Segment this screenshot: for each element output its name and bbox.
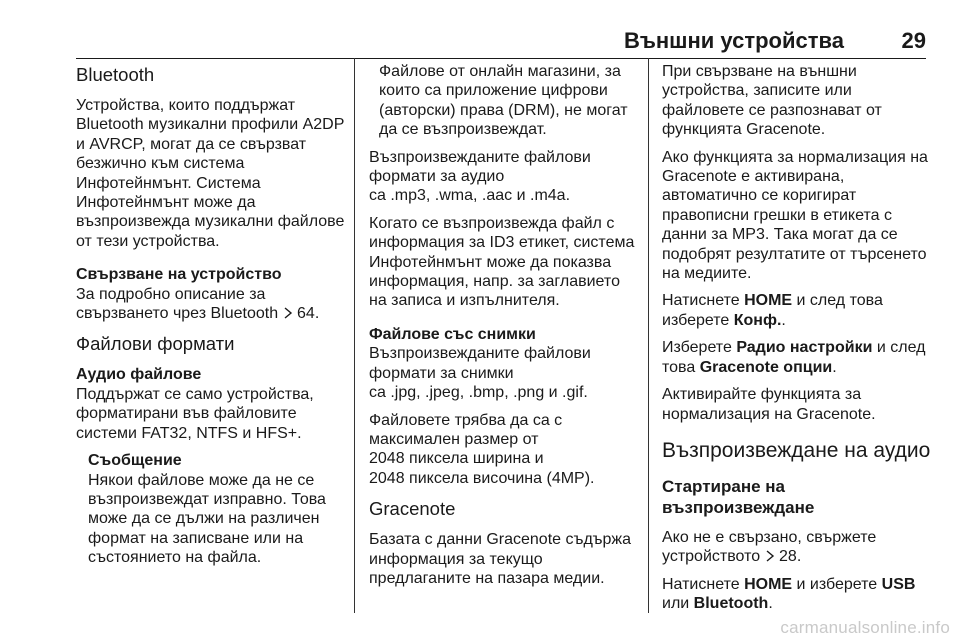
- gracenote-options-label: Gracenote опции: [699, 358, 833, 376]
- page-ref-arrow-icon: [765, 550, 775, 562]
- gracenote-heading: Gracenote: [369, 498, 456, 520]
- bluetooth-label: Bluetooth: [693, 595, 769, 613]
- bluetooth-heading: Bluetooth: [76, 64, 155, 85]
- instruction-text: или: [662, 595, 690, 613]
- press-home-usb-instruction: [662, 575, 932, 614]
- size-paragraph: [369, 411, 641, 489]
- audio-formats-list: са .mp3, .wma, .aac и .m4a.: [369, 187, 571, 205]
- drm-paragraph: Файлове от онлайн магазини, за които са приложение цифрови (авторски) права (DRM), не могат да се възпроизвеждат.: [379, 63, 628, 139]
- size-line: 2048 пиксела ширина и: [369, 450, 544, 468]
- connect-paragraph: [76, 285, 346, 324]
- picture-formats-paragraph: [369, 344, 641, 402]
- connect-heading: Свързване на устройство: [76, 266, 282, 284]
- column-left: [76, 62, 346, 614]
- select-radio-instruction: [662, 338, 932, 377]
- instruction-text: и изберете: [796, 575, 878, 593]
- instruction-text: .: [768, 595, 773, 613]
- home-key-label: HOME: [744, 575, 793, 593]
- watermark: carmanualsonline.info: [780, 618, 950, 637]
- bluetooth-paragraph: Устройства, които поддържат Bluetooth музикални профили A2DP и AVRCP, могат да се свързват безжично към система Инфотейнмънт. Система Инфотейнмънт може да възпроизвежда музикални файлове от тези устройства.: [76, 97, 345, 250]
- header-title: Външни устройства: [623, 28, 844, 53]
- start-page-ref[interactable]: 28.: [779, 548, 802, 566]
- picture-formats-intro: Възпроизвежданите файлови формати за снимки: [369, 345, 591, 382]
- instruction-text: Натиснете: [662, 292, 740, 310]
- note-paragraph: Някои файлове може да не се възпроизвеждат изправно. Това може да се дължи на различен формат на записване или на състоянието на файла.: [88, 471, 326, 567]
- note-heading: Съобщение: [88, 452, 182, 470]
- start-playback-heading: Стартиране на възпроизвеждане: [662, 476, 815, 517]
- header-rule: [76, 58, 926, 59]
- page-header: [76, 26, 926, 56]
- gracenote-cont-paragraph: При свързване на външни устройства, записите или файловете се разпознават от функцията Gracenote.: [662, 63, 882, 139]
- instruction-text: .: [781, 311, 786, 329]
- note-block: [76, 451, 346, 567]
- audio-files-paragraph: Поддържат се само устройства, форматирани във файловите системи FAT32, NTFS и HFS+.: [76, 385, 314, 442]
- instruction-text: Натиснете: [662, 575, 740, 593]
- page-ref-arrow-icon: [283, 307, 293, 319]
- radio-settings-label: Радио настройки: [736, 339, 873, 357]
- connect-text: За подробно описание за свързването чрез Bluetooth: [76, 285, 279, 323]
- gracenote-paragraph: Базата с данни Gracenote съдържа информация за текущо предлаганите на пазара медии.: [369, 531, 631, 587]
- start-text: Ако не е свързано, свържете устройството: [662, 528, 877, 566]
- column-divider: [648, 58, 649, 613]
- activate-paragraph: Активирайте функцията за нормализация на Gracenote.: [662, 386, 876, 423]
- instruction-text: .: [832, 358, 837, 376]
- size-line: 2048 пиксела височина (4MP).: [369, 469, 595, 487]
- column-middle: [369, 62, 641, 614]
- audio-files-heading: Аудио файлове: [76, 366, 202, 384]
- page-number: 29: [901, 28, 926, 53]
- connect-page-ref[interactable]: 64.: [297, 305, 320, 323]
- audio-formats-intro: Възпроизвежданите файлови формати за аудио: [369, 148, 591, 186]
- column-divider: [354, 58, 355, 613]
- audio-formats-paragraph: [369, 148, 641, 206]
- normalization-paragraph: Ако функцията за нормализация на Gracenote е активирана, автоматично се коригират правописни грешки в етикета с данни за MP3. Така могат да се подобрят резултатите от търсенето на медиите.: [662, 148, 928, 283]
- instruction-text: Изберете: [662, 339, 732, 357]
- conf-menu-label: Конф.: [733, 311, 782, 329]
- instruction-text: и след това: [662, 339, 926, 376]
- usb-label: USB: [881, 575, 916, 593]
- instruction-text: и след това изберете: [662, 292, 883, 329]
- press-home-instruction: [662, 291, 932, 330]
- column-right: [662, 62, 932, 614]
- size-line: Файловете трябва да са с максимален размер от: [369, 411, 563, 448]
- id3-paragraph: Когато се възпроизвежда файл с информация за ID3 етикет, система Инфотейнмънт може да показва информация, напр. за заглавието на записа и изпълнителя.: [369, 214, 635, 310]
- formats-heading: Файлови формати: [76, 333, 235, 355]
- home-key-label: HOME: [744, 292, 793, 310]
- picture-files-heading: Файлове със снимки: [369, 325, 536, 343]
- playback-heading: Възпроизвеждане на аудио: [662, 438, 931, 462]
- picture-formats-list: са .jpg, .jpeg, .bmp, .png и .gif.: [369, 384, 588, 402]
- start-playback-paragraph: [662, 528, 932, 567]
